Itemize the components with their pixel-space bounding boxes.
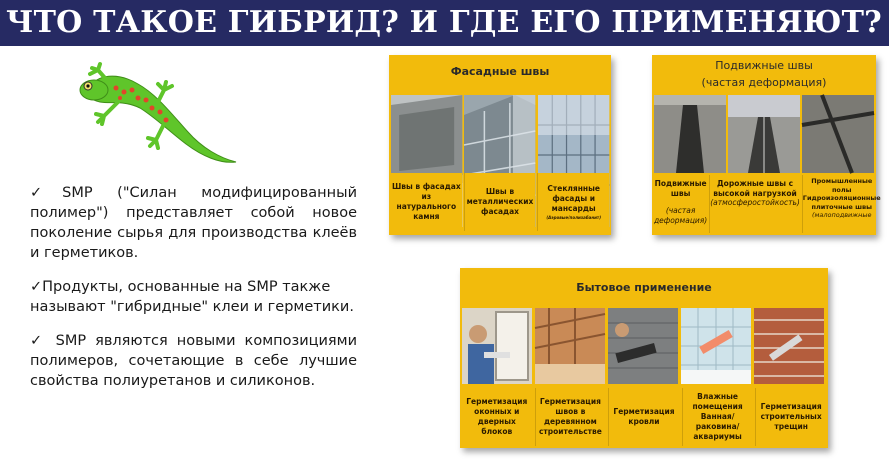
bullet-smp-definition: ✓SMP ("Силан модифицированный полимер") представляет собой новое поколение сырья для производства клеёв и герметиков. [30,185,357,261]
wooden-construction-photo [535,308,605,384]
industrial-floor-photo [802,95,874,173]
caption-glass-facade-note: (Аэровые/полизабанит) [546,214,602,220]
caption-window-sealing: Герметизация оконных и дверных блоков [466,397,528,436]
caption-road-joints-text: Дорожные швы с высокой нагрузкой [713,179,797,198]
caption-glass-facade-text: Стеклянные фасады и мансарды [547,183,600,213]
caption-moving-joints-sub: (частая деформация) [654,206,708,225]
caption-glass-facade [537,173,609,231]
caption-stone-facade: Швы в фасадах из натурального камня [391,173,462,231]
moving-panel-title-line2: (частая деформация) [701,76,827,89]
caption-road-joints [709,175,800,233]
household-panel-title: Бытовое применение [576,281,712,294]
household-panel [460,268,828,448]
bullet-smp-properties: ✓ SMP являются новыми композициями полимеров, сочетающие в себе лучшие свойства полиуретанов и силиконов. [30,333,357,389]
caption-industrial-floors [802,175,881,233]
caption-industrial-floors-text: Промышленные полы Гидроизоляционные плиточные швы [802,177,881,211]
road-joint-photo [728,95,800,173]
facade-panel-title: Фасадные швы [450,65,550,78]
facade-joints-panel [389,55,611,235]
caption-wet-rooms: Влажные помещения Ванная/ раковина/аквариумы [682,388,753,446]
bathroom-photo [681,308,751,384]
moving-panel-title-line1: Подвижные швы [715,59,813,72]
roof-sealing-photo [608,308,678,384]
window-sealing-photo [462,308,532,384]
slide-title: ЧТО ТАКОЕ ГИБРИД? И ГДЕ ЕГО ПРИМЕНЯЮТ? [6,5,882,40]
caption-metal-facade: Швы в металлических фасадах [464,173,536,231]
gecko-illustration [60,50,240,170]
moving-joints-panel [652,55,881,235]
caption-wood-sealing: Герметизация швов в деревянном строительстве [535,388,606,446]
crack-sealing-photo [754,308,824,384]
bullet-list [30,183,357,405]
title-bar [0,0,889,46]
moving-joint-photo [654,95,726,173]
caption-moving-joints [654,175,707,233]
caption-moving-joints-text: Подвижные швы [654,179,707,198]
bullet-hybrid-name: ✓Продукты, основанные на SMP также называют "гибридные" клеи и герметики. [30,279,354,315]
caption-crack-sealing: Герметизация строительных трещин [755,388,826,446]
caption-road-joints-sub: (атмосферостойкость) [710,198,800,207]
caption-roof-sealing: Герметизация кровли [608,388,679,446]
caption-industrial-floors-sub: (малоподвижные [811,211,872,219]
